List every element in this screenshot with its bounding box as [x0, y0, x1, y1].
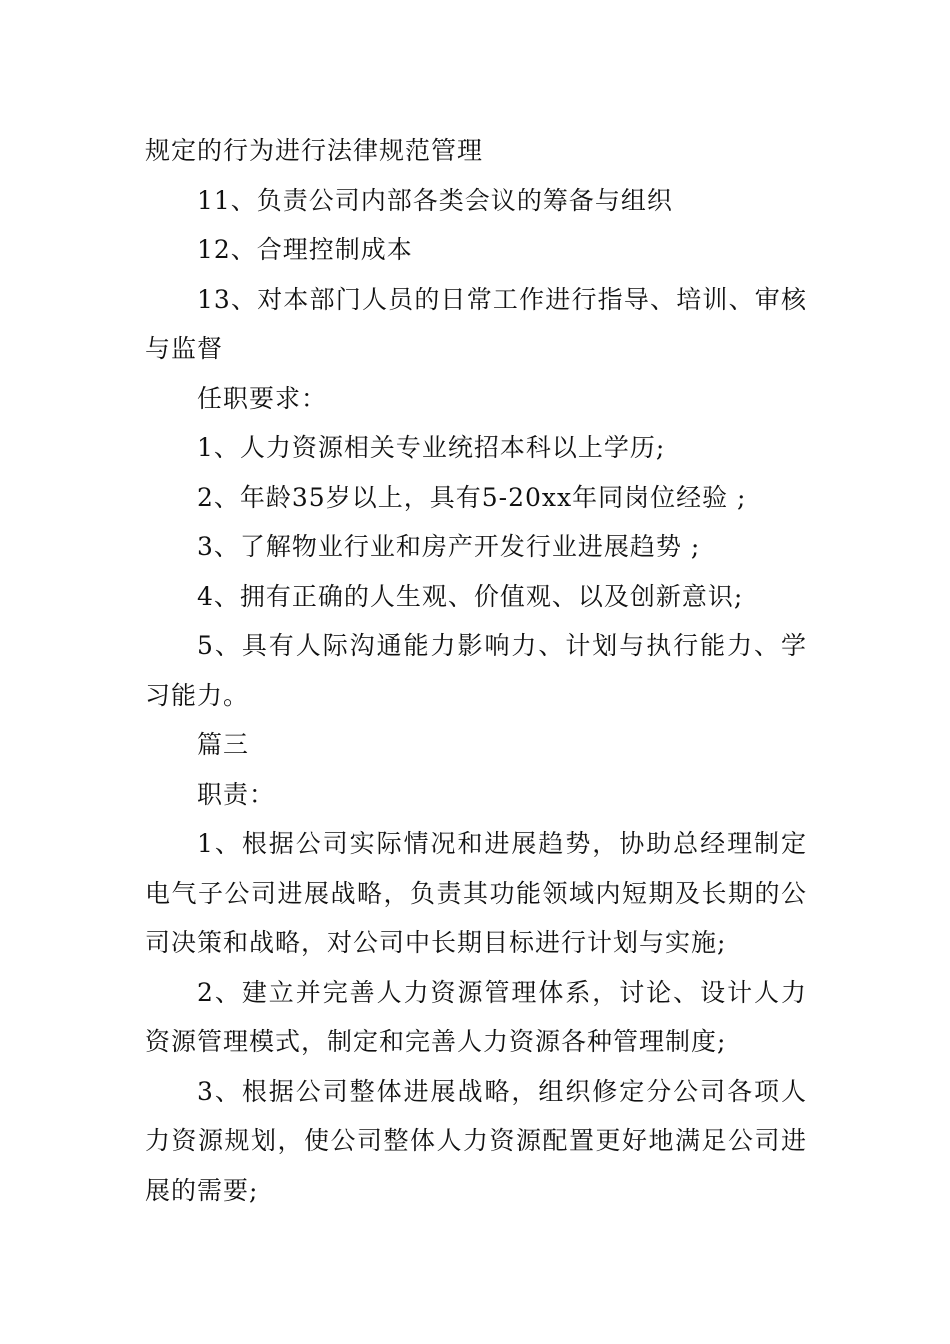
section-heading-requirements: 任职要求：	[197, 383, 328, 413]
requirement-item-2: 2、年龄35岁以上，具有5-20xx年同岗位经验 ;	[197, 482, 747, 512]
paragraph-item-12: 12、合理控制成本	[197, 235, 413, 264]
section-heading-duties: 职责：	[197, 779, 276, 809]
duty-item-3: 3、根据公司整体进展战略，组织修定分公司各项人力资源规划，使公司整体人力资源配置更好地满足公司进展的需要;	[145, 1076, 807, 1205]
chapter-heading: 篇三	[197, 730, 250, 759]
paragraph-item-11: 11、负责公司内部各类会议的筹备与组织	[197, 185, 673, 215]
document-body	[145, 126, 807, 1215]
requirement-item-5: 5、具有人际沟通能力影响力、计划与执行能力、学习能力。	[145, 631, 807, 710]
paragraph-item-13: 13、对本部门人员的日常工作进行指导、培训、审核与监督	[145, 284, 807, 363]
requirement-item-1: 1、人力资源相关专业统招本科以上学历;	[197, 433, 666, 462]
requirement-item-4: 4、拥有正确的人生观、价值观、以及创新意识;	[197, 581, 744, 611]
duty-item-2: 2、建立并完善人力资源管理体系，讨论、设计人力资源管理模式，制定和完善人力资源各种管理制度;	[145, 977, 807, 1056]
requirement-item-3: 3、了解物业行业和房产开发行业进展趋势 ;	[197, 532, 701, 561]
duty-item-1: 1、根据公司实际情况和进展趋势，协助总经理制定电气子公司进展战略，负责其功能领域内短期及长期的公司决策和战略，对公司中长期目标进行计划与实施;	[145, 829, 807, 957]
paragraph-continuation: 规定的行为进行法律规范管理	[145, 136, 484, 165]
